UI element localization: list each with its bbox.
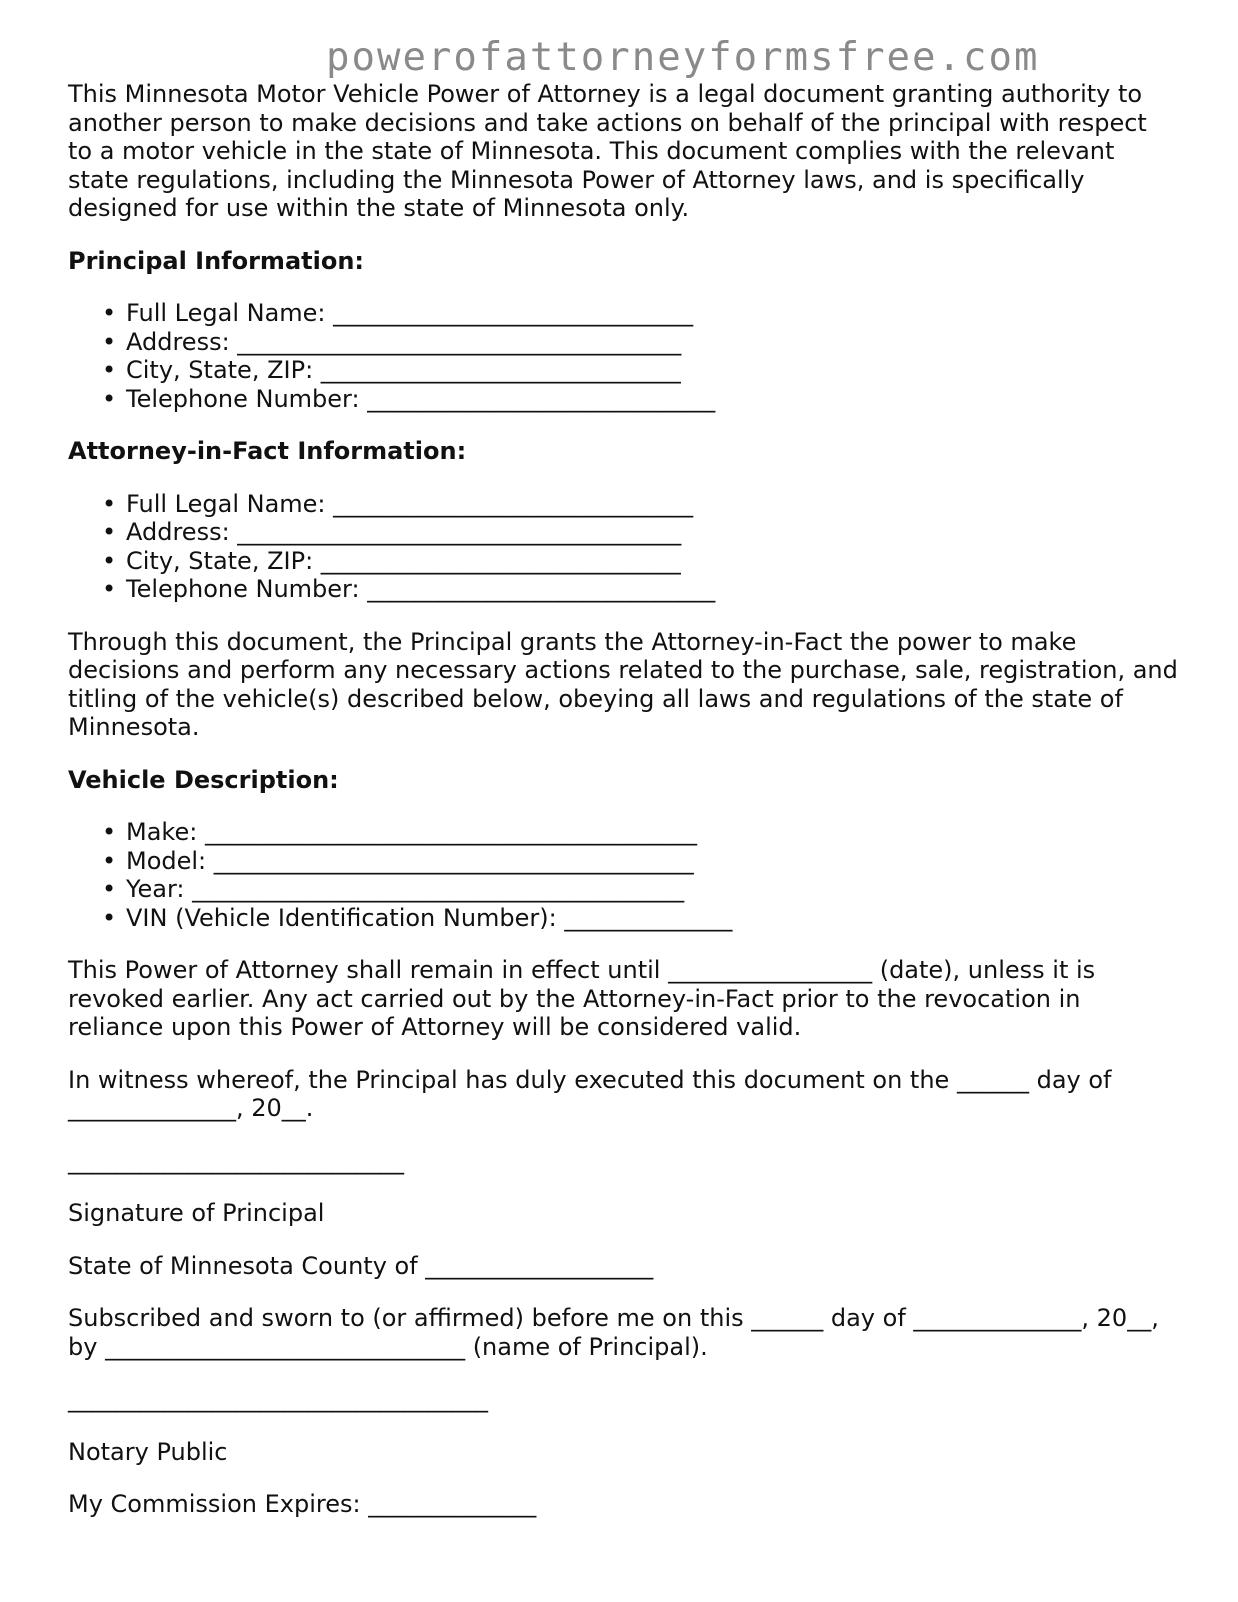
attorney-telephone-field[interactable]: • Telephone Number: _____________________________ [126,575,1178,604]
notary-public-label: Notary Public [68,1437,228,1466]
notary-signature-line[interactable]: ___________________________________ [68,1385,488,1413]
vehicle-model-field[interactable]: • Model: ________________________________________ [126,847,1178,876]
attorney-heading: Attorney-in-Fact Information: [68,437,467,465]
principal-signature-label: Signature of Principal [68,1199,325,1227]
attorney-city-state-zip-field[interactable]: • City, State, ZIP: ______________________________ [126,547,1178,576]
principal-address-field[interactable]: • Address: _____________________________________ [126,328,1178,357]
attorney-full-name-field[interactable]: • Full Legal Name: ______________________________ [126,490,1178,519]
intro-paragraph: This Minnesota Motor Vehicle Power of Attorney is a legal document granting authority to another person to make decisions and take actions on behalf of the principal with respect to a motor vehicle in the state of Minnesota. This document complies with the relevant state regulations, including the Minnesota Power of Attorney laws, and is specifically designed for use within the state of Minnesota only. [68,80,1147,222]
witness-paragraph: In witness whereof, the Principal has duly executed this document on the ______ day of ______________, 20__. [68,1065,1112,1122]
principal-city-state-zip-field[interactable]: • City, State, ZIP: ______________________________ [126,356,1178,385]
principal-full-name-field[interactable]: • Full Legal Name: ______________________________ [126,299,1178,328]
attorney-fields [68,490,1178,604]
effect-paragraph: This Power of Attorney shall remain in effect until _________________ (date), unless it is revoked earlier. Any act carried out by the Attorney-in-Fact prior to the revocation in reliance upon this Power of Attorney will be considered valid. [68,956,1096,1041]
principal-fields [68,299,1178,413]
sworn-paragraph: Subscribed and sworn to (or affirmed) before me on this ______ day of ______________, 20__, by ______________________________ (name of Principal). [68,1304,1159,1361]
vehicle-fields [68,818,1178,932]
commission-expires-line: My Commission Expires: ______________ [68,1490,537,1518]
principal-telephone-field[interactable]: • Telephone Number: _____________________________ [126,385,1178,414]
grant-paragraph: Through this document, the Principal grants the Attorney-in-Fact the power to make decisions and perform any necessary actions related to the purchase, sale, registration, and titling of the vehicle(s) described below, obeying all laws and regulations of the state of Minnesota. [68,627,1178,741]
attorney-address-field[interactable]: • Address: _____________________________________ [126,518,1178,547]
document-body [68,80,1178,1543]
state-county-line: State of Minnesota County of ___________________ [68,1251,654,1280]
vehicle-make-field[interactable]: • Make: _________________________________________ [126,818,1178,847]
principal-signature-line[interactable]: ____________________________ [68,1146,404,1175]
watermark: powerofattorneyformsfree.com [326,35,1040,80]
principal-heading: Principal Information: [68,246,365,275]
vehicle-year-field[interactable]: • Year: _________________________________________ [126,875,1178,904]
vehicle-heading: Vehicle Description: [68,765,339,794]
vehicle-vin-field[interactable]: • VIN (Vehicle Identification Number): ______________ [126,904,1178,933]
